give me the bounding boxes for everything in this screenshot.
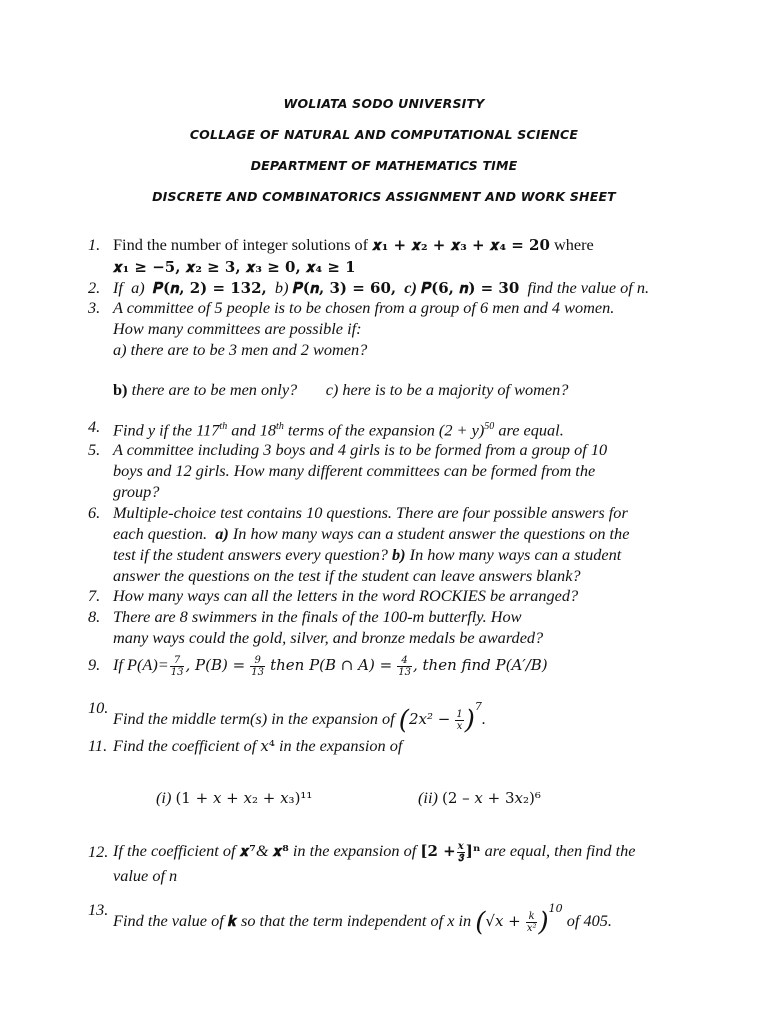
department-name: DEPARTMENT OF MATHEMATICS TIME — [250, 158, 518, 173]
assignment-title: DISCRETE AND COMBINATORICS ASSIGNMENT AND WORK SHEET — [152, 189, 616, 204]
q9-fraction-a: $\frac{7}{13}$ — [170, 654, 184, 678]
q1-conditions: 𝒙₁ ≥ −𝟓, 𝒙₂ ≥ 𝟑, 𝒙₃ ≥ 𝟎, 𝒙₄ ≥ 𝟏 — [113, 258, 356, 276]
q9-fraction-c: $\frac{4}{13}$ — [398, 654, 411, 678]
q10-number: 10. — [88, 698, 109, 717]
q6-number: 6. — [88, 503, 101, 522]
q3-part-b-c: b) there are to be men only? c) here is to be a majority of women? — [113, 380, 569, 399]
q8-line1: There are 8 swimmers in the finals of the 100-m butterfly. How — [113, 607, 522, 626]
q5-number: 5. — [88, 440, 101, 459]
q10-line: Find the middle term(s) in the expansion of (2𝑥² − $\frac{1}{\text{𝑥}}$ )$^7$. — [113, 700, 486, 736]
q8-line2: many ways could the gold, silver, and bronze medals be awarded? — [113, 628, 544, 647]
q12-number: 12. — [88, 842, 109, 861]
q9-line: If P(A)= $\frac{7}{13}$ , 𝑃(𝐵) = $\frac{9}{13}$ then 𝑃(𝐵 ∩ 𝐴) = $\frac{4}{13}$ , then find 𝑃(𝐴′/𝐵) — [113, 654, 548, 678]
q8-number: 8. — [88, 607, 101, 626]
q6-line4: answer the questions on the test if the student can leave answers blank? — [113, 566, 581, 585]
q12-line2: value of n — [113, 866, 178, 885]
q13-number: 13. — [88, 900, 109, 919]
q12-fraction: $\frac{\text{𝒙}}{𝟑}$ — [457, 840, 464, 864]
q11-line: Find the coefficient of 𝑥⁴ in the expansion of — [113, 736, 403, 755]
q3-number: 3. — [88, 298, 101, 317]
q6-line1: Multiple-choice test contains 10 questions. There are four possible answers for — [113, 503, 628, 522]
q11-number: 11. — [88, 736, 108, 755]
q9-number: 9. — [88, 655, 101, 674]
q12-line1: If the coefficient of 𝒙⁷& 𝒙⁸ in the expansion of [𝟐 + $\frac{\text{𝒙}}{𝟑}$ ]ⁿ are equal, then find the — [113, 840, 636, 864]
college-name: COLLAGE OF NATURAL AND COMPUTATIONAL SCIENCE — [189, 127, 579, 142]
q2-number: 2. — [88, 278, 101, 297]
q13-line: Find the value of 𝒌 so that the term independent of x in (√𝑥 + $\frac{\text{𝑘}}{\text{𝑥²}}$ )$^{10}$ of 405. — [113, 902, 612, 938]
q10-fraction: $\frac{1}{\text{𝑥}}$ — [456, 708, 463, 732]
q5-line1: A committee including 3 boys and 4 girls is to be formed from a group of 10 — [113, 440, 608, 459]
q5-line2: boys and 12 girls. How many different committees can be formed from the — [113, 461, 596, 480]
university-name: WOLIATA SODO UNIVERSITY — [283, 96, 485, 111]
q1-number: 1. — [88, 235, 101, 254]
q11-part-ii: (ii) (2 – 𝑥 + 3𝑥₂)⁶ — [418, 788, 541, 807]
q4-number: 4. — [88, 417, 101, 436]
q1-line1: Find the number of integer solutions of 𝒙₁ + 𝒙₂ + 𝒙₃ + 𝒙₄ = 𝟐𝟎 where — [113, 235, 594, 254]
q2-line: If a) 𝑷(𝒏, 𝟐) = 𝟏𝟑𝟐, b) 𝑷(𝒏, 𝟑) = 𝟔𝟎, c) 𝑷(𝟔, 𝒏) = 𝟑𝟎 find the value of n. — [113, 278, 650, 297]
q7-line: How many ways can all the letters in the word ROCKIES be arranged? — [113, 586, 579, 605]
q3-line2: How many committees are possible if: — [113, 319, 362, 338]
q3-line1: A committee of 5 people is to be chosen from a group of 6 men and 4 women. — [113, 298, 615, 317]
q5-line3: group? — [113, 482, 160, 501]
q6-line2: each question. a) In how many ways can a student answer the questions on the — [113, 524, 630, 543]
q11-part-i: (i) (1 + 𝑥 + 𝑥₂ + 𝑥₃)¹¹ — [156, 788, 313, 807]
q3-part-a: a) there are to be 3 men and 2 women? — [113, 340, 368, 359]
q4-line: Find y if the 117th and 18th terms of the expansion $(2 + y)^{50}$ are equal. — [113, 420, 564, 440]
q7-number: 7. — [88, 586, 101, 605]
q13-fraction: $\frac{\text{𝑘}}{\text{𝑥²}}$ — [526, 910, 537, 934]
q6-line3: test if the student answers every question? b) In how many ways can a student — [113, 545, 622, 564]
q9-fraction-b: $\frac{9}{13}$ — [251, 654, 264, 678]
